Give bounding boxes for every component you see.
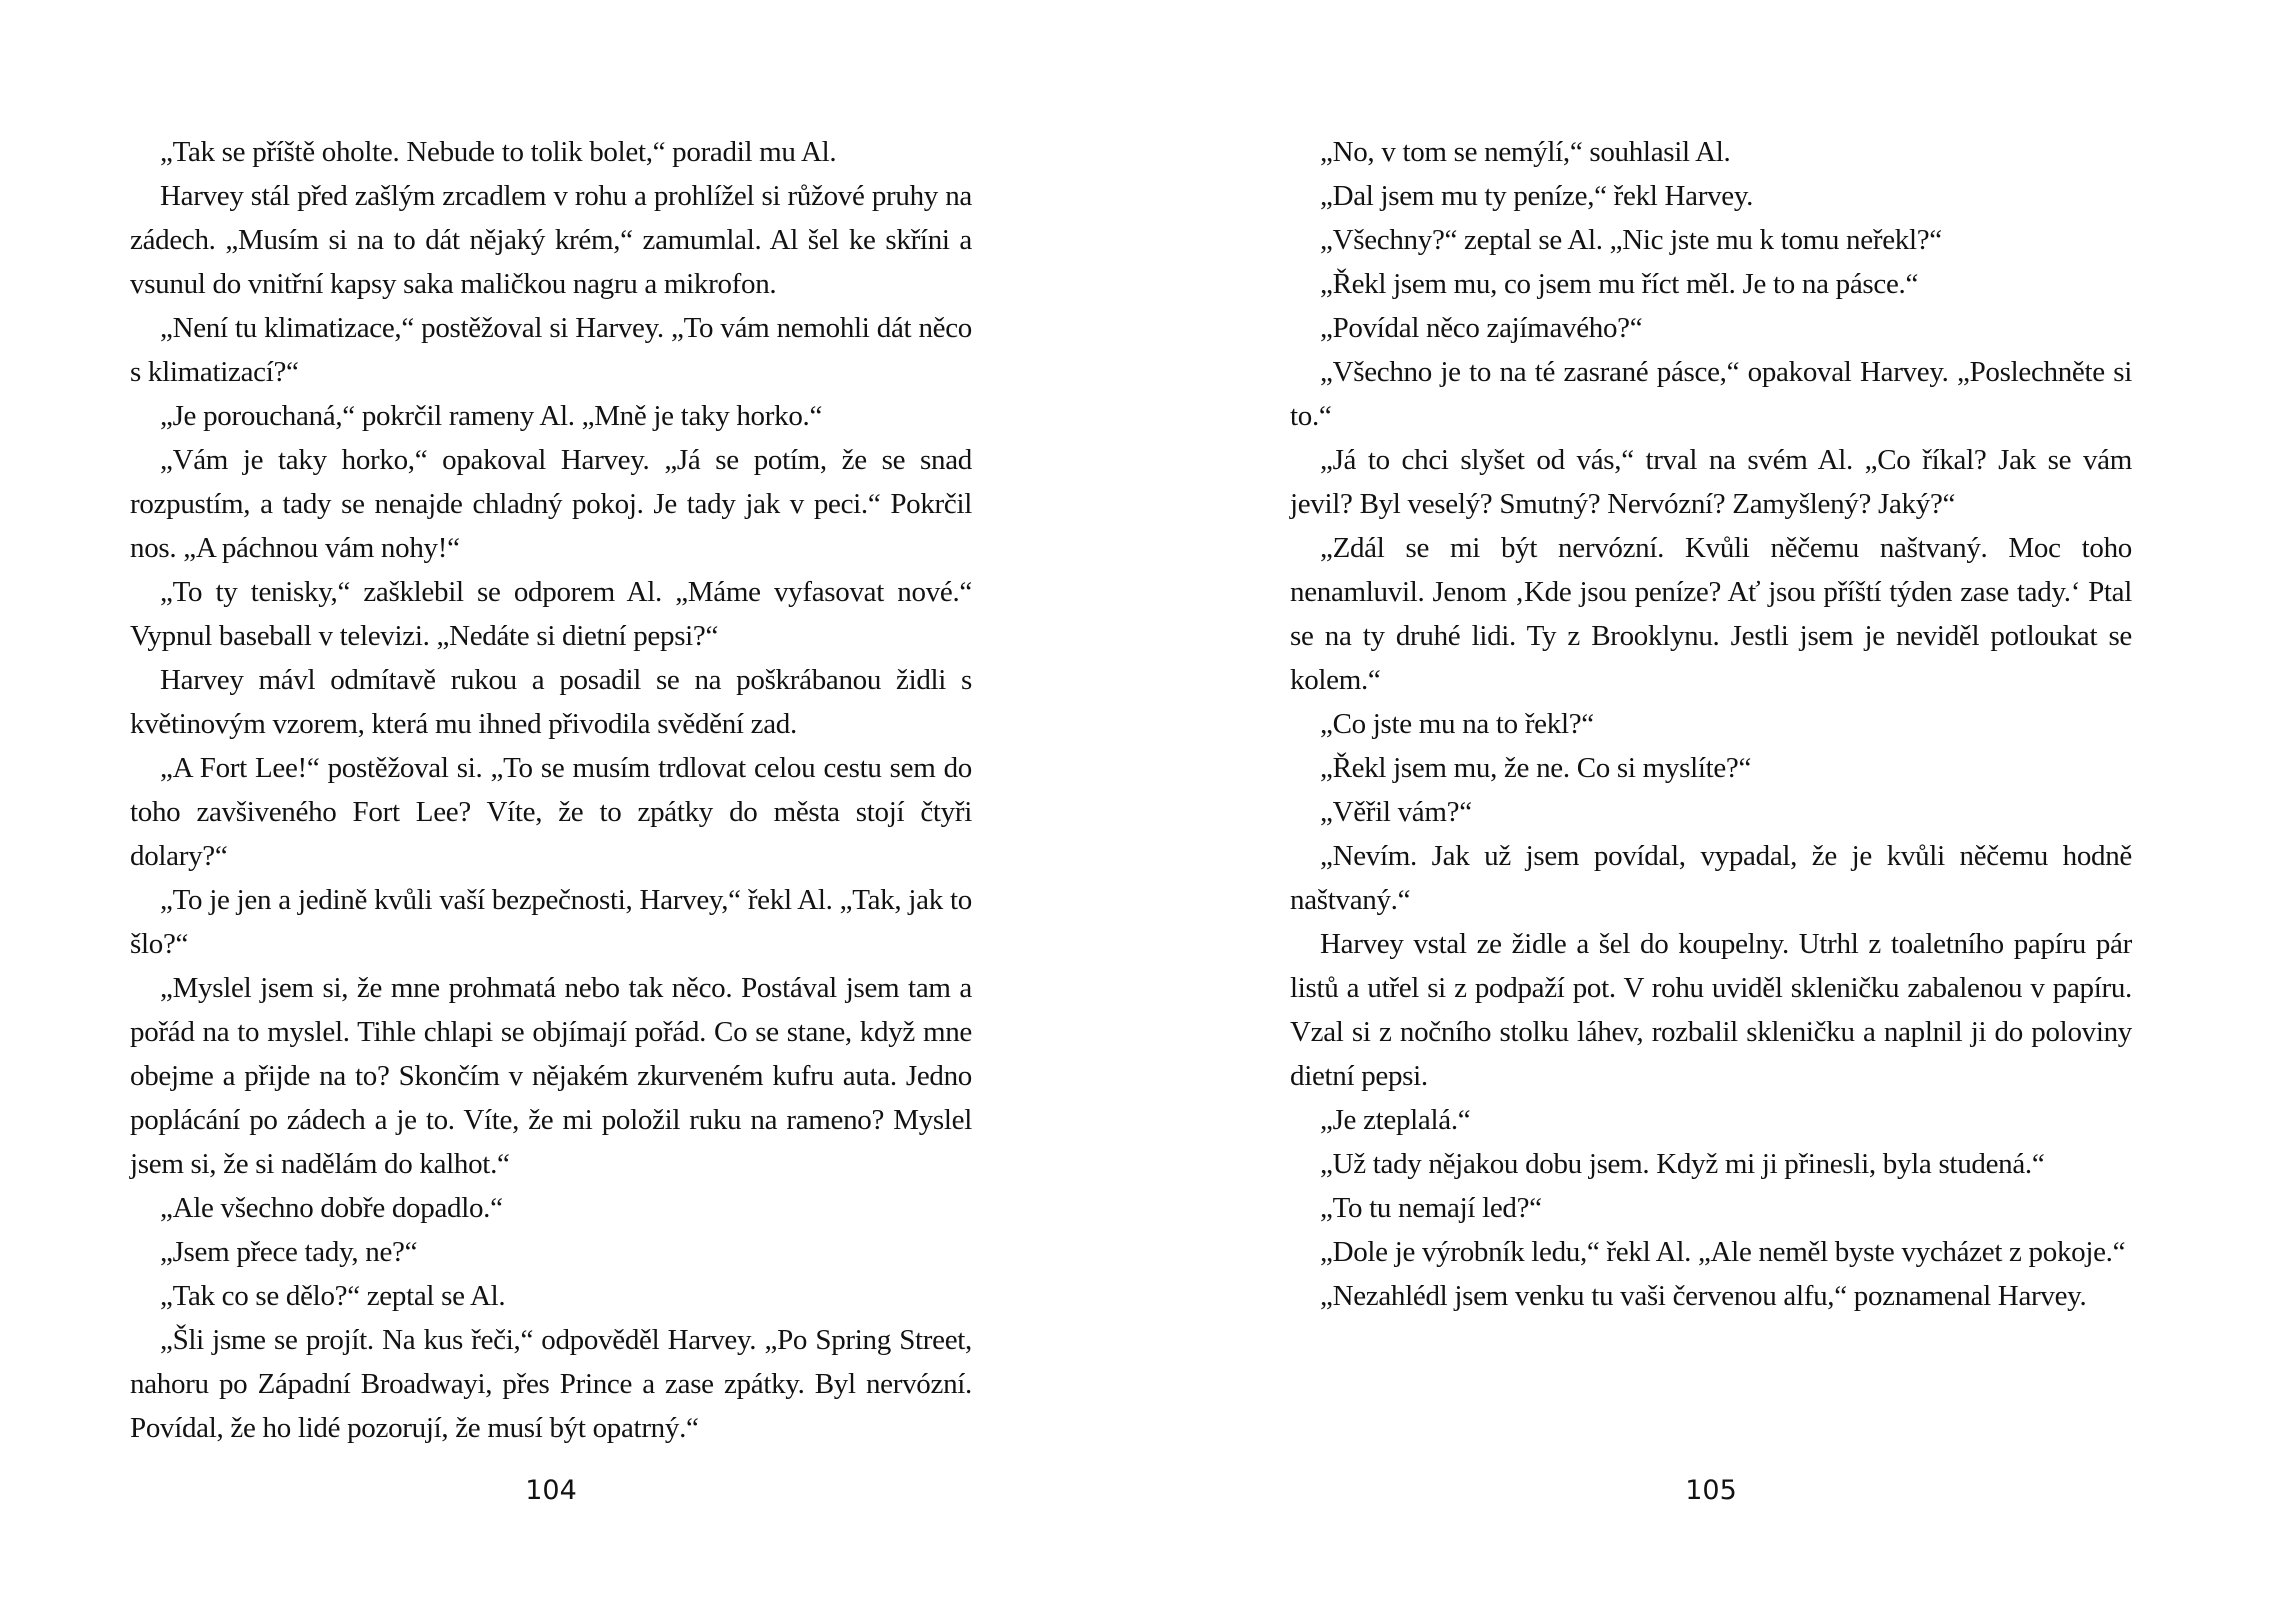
paragraph: „Ale všechno dobře dopadlo.“ bbox=[160, 1192, 503, 1224]
page-number: 105 bbox=[1685, 1475, 1737, 1506]
paragraph: „To ty tenisky,“ zašklebil se odporem Al. „Máme vyfasovat nové.“ Vypnul baseball v televizi. „Nedáte si dietní pepsi?“ bbox=[130, 576, 972, 652]
paragraph: „Myslel jsem si, že mne prohmatá nebo tak něco. Postával jsem tam a pořád na to myslel. Tihle chlapi se objímají pořád. Co se stane, když mne obejme a přijde na to? Skončím v nějakém zkurveném kufru auta. Jedno poplácání po zádech a je to. Víte, že mi položil ruku na rameno? Myslel jsem si, že si nadělám do kalhot.“ bbox=[130, 972, 972, 1180]
paragraph: „Já to chci slyšet od vás,“ trval na svém Al. „Co říkal? Jak se vám jevil? Byl veselý? Smutný? Nervózní? Zamyšlený? Jaký?“ bbox=[1290, 444, 2132, 520]
paragraph: „Nevím. Jak už jsem povídal, vypadal, že je kvůli něčemu hodně naštvaný.“ bbox=[1290, 840, 2132, 916]
paragraph: „Povídal něco zajímavého?“ bbox=[1320, 312, 1643, 344]
paragraph: „Řekl jsem mu, že ne. Co si myslíte?“ bbox=[1320, 752, 1752, 784]
paragraph: „To je jen a jedině kvůli vaší bezpečnosti, Harvey,“ řekl Al. „Tak, jak to šlo?“ bbox=[130, 884, 972, 960]
paragraph: „Tak se příště oholte. Nebude to tolik bolet,“ poradil mu Al. bbox=[160, 136, 837, 168]
paragraph: „Tak co se dělo?“ zeptal se Al. bbox=[160, 1280, 506, 1312]
paragraph: Harvey vstal ze židle a šel do koupelny. Utrhl z toaletního papíru pár listů a utřel si z podpaží pot. V rohu uviděl skleničku zabalenou v papíru. Vzal si z nočního stolku láhev, rozbalil skleničku a naplnil ji do poloviny dietní pepsi. bbox=[1290, 928, 2132, 1092]
paragraph: „A Fort Lee!“ postěžoval si. „To se musím trdlovat celou cestu sem do toho zavšiveného Fort Lee? Víte, že to zpátky do města stojí čtyři dolary?“ bbox=[130, 752, 972, 872]
paragraph: „Všechny?“ zeptal se Al. „Nic jste mu k tomu neřekl?“ bbox=[1320, 224, 1942, 256]
paragraph: „Dal jsem mu ty peníze,“ řekl Harvey. bbox=[1320, 180, 1754, 212]
paragraph: „Nezahlédl jsem venku tu vaši červenou alfu,“ poznamenal Harvey. bbox=[1320, 1280, 2087, 1312]
right-page-text bbox=[1290, 130, 2132, 1318]
paragraph: Harvey mávl odmítavě rukou a posadil se na poškrábanou židli s květinovým vzorem, která mu ihned přivodila svědění zad. bbox=[130, 664, 972, 740]
left-page-text bbox=[130, 130, 972, 1450]
paragraph: „Šli jsme se projít. Na kus řeči,“ odpověděl Harvey. „Po Spring Street, nahoru po Západní Broadwayi, přes Prince a zase zpátky. Byl nervózní. Povídal, že ho lidé pozorují, že musí být opatrný.“ bbox=[130, 1324, 972, 1444]
paragraph: „Je porouchaná,“ pokrčil rameny Al. „Mně je taky horko.“ bbox=[160, 400, 823, 432]
paragraph: „Jsem přece tady, ne?“ bbox=[160, 1236, 418, 1268]
page-number: 104 bbox=[525, 1475, 577, 1506]
paragraph: „Co jste mu na to řekl?“ bbox=[1320, 708, 1594, 740]
right-page bbox=[1290, 130, 2132, 1570]
paragraph: „Není tu klimatizace,“ postěžoval si Harvey. „To vám nemohli dát něco s klimatizací?“ bbox=[130, 312, 972, 388]
paragraph: „Zdál se mi být nervózní. Kvůli něčemu naštvaný. Moc toho nenamluvil. Jenom ‚Kde jsou peníze? Ať jsou příští týden zase tady.‘ Ptal se na ty druhé lidi. Ty z Brooklynu. Jestli jsem je neviděl potloukat se kolem.“ bbox=[1290, 532, 2132, 696]
paragraph: „No, v tom se nemýlí,“ souhlasil Al. bbox=[1320, 136, 1731, 168]
paragraph: Harvey stál před zašlým zrcadlem v rohu a prohlížel si růžové pruhy na zádech. „Musím si na to dát nějaký krém,“ zamumlal. Al šel ke skříni a vsunul do vnitřní kapsy saka maličkou nagru a mikrofon. bbox=[130, 180, 972, 300]
paragraph: „Řekl jsem mu, co jsem mu říct měl. Je to na pásce.“ bbox=[1320, 268, 1919, 300]
paragraph: „Všechno je to na té zasrané pásce,“ opakoval Harvey. „Poslechněte si to.“ bbox=[1290, 356, 2132, 432]
paragraph: „Už tady nějakou dobu jsem. Když mi ji přinesli, byla studená.“ bbox=[1320, 1148, 2045, 1180]
paragraph: „To tu nemají led?“ bbox=[1320, 1192, 1542, 1224]
paragraph: „Dole je výrobník ledu,“ řekl Al. „Ale neměl byste vycházet z pokoje.“ bbox=[1320, 1236, 2126, 1268]
left-page bbox=[130, 130, 972, 1570]
paragraph: „Vám je taky horko,“ opakoval Harvey. „Já se potím, že se snad rozpustím, a tady se nenajde chladný pokoj. Je tady jak v peci.“ Pokrčil nos. „A páchnou vám nohy!“ bbox=[130, 444, 972, 564]
paragraph: „Je zteplalá.“ bbox=[1320, 1104, 1471, 1136]
paragraph: „Věřil vám?“ bbox=[1320, 796, 1472, 828]
